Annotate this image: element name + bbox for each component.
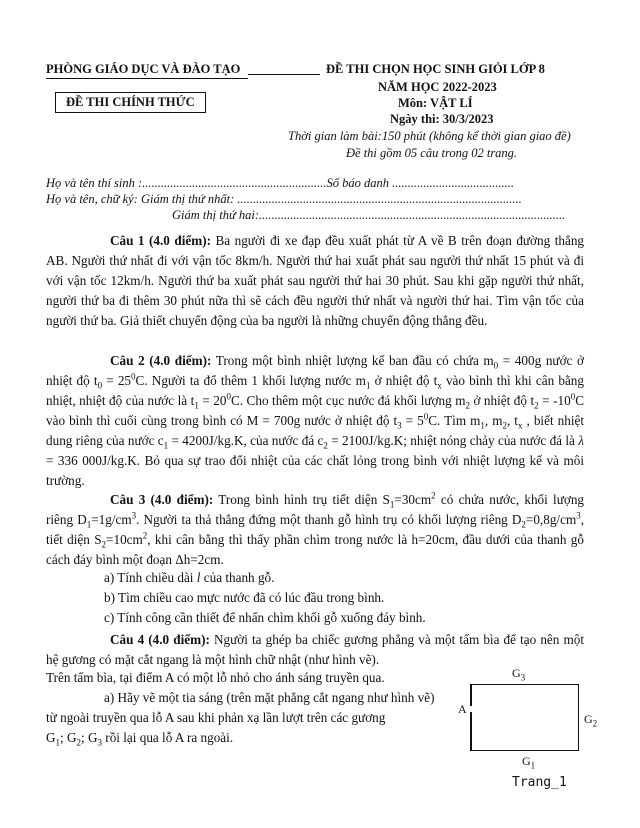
question-4-label: Câu 4 (4.0 điểm): [110, 632, 210, 647]
mirror-g2-label: $G_2$ [584, 712, 598, 729]
subject: Môn: VẬT LÍ [398, 96, 473, 110]
mirror-g1-label: $G_1$ [522, 754, 536, 771]
question-3-part-c: c) Tính công cần thiết để nhấn chìm khối gỗ xuống đáy bình. [104, 610, 426, 625]
question-1-text: Ba người đi xe đạp đều xuất phát từ A về B trên đoạn đường thẳng AB. Người thứ nhất đi với vận tốc 8km/h. Người thứ hai xuất phát sau người thứ nhất 15 phút và đi với vận tốc 12km/h. Người thứ ba xuất phát sau người thứ hai 30 phút. Sau khi gặp người thứ nhất, người thứ ba đi thêm 30 phút nữa thì sẽ cách đều người thứ nhất và người thứ hai. Tìm vận tốc của người thứ ba. Giả thiết chuyển động của ba người là những chuyển động thẳng đều. [46, 233, 585, 328]
question-4-part-a-line-3: $G_1$; $G_2$; $G_3$ rồi lại qua lỗ A ra ngoài. [46, 730, 234, 748]
question-3: Câu 3 (4.0 điểm): Trong bình hình trụ tiết diện $S_1=30cm^2$ có chứa nước, khối lượng riêng $D_1=1g/cm^3$. Người ta thả thẳng đứng một thanh gỗ hình trụ có khối lượng riêng $D_2=0,8g/cm^3$, tiết diện $S_2=10cm^2$, khi cân bằng thì thấy phần chìm trong nước là h=20cm, đầu dưới của thanh gỗ cách đáy bình một đoạn Δh=2cm. [46, 490, 585, 567]
question-3-part-a: a) Tính chiều dài l của thanh gỗ. [104, 570, 275, 585]
delta-symbol: Δ [175, 552, 184, 567]
card-lower-segment [470, 712, 472, 751]
question-3-label: Câu 3 (4.0 điểm): [110, 492, 214, 507]
supervisor-1-line: Họ và tên, chữ ký: Giám thị thứ nhất: ........................................................................................... [46, 192, 522, 206]
candidate-name-line: Họ và tên thí sinh :...........................................................Số báo danh ....................................... [46, 176, 515, 190]
question-3-part-b: b) Tìm chiều cao mực nước đã có lúc đầu trong bình. [104, 590, 385, 605]
page-number: Trang_1 [512, 775, 567, 790]
mirror-g3-label: $G_3$ [512, 666, 526, 683]
school-year: NĂM HỌC 2022-2023 [378, 80, 497, 94]
question-4-part-a-line-1: a) Hãy vẽ một tia sáng (trên mặt phẳng cắt ngang như hình vẽ) [104, 690, 435, 705]
question-4-part-a-line-2: từ ngoài truyền qua lỗ A sau khi phản xạ lần lượt trên các gương [46, 710, 386, 725]
question-4: Câu 4 (4.0 điểm): Người ta ghép ba chiếc gương phẳng và một tấm bìa để tạo nên một hệ gương có mặt cắt ngang là một hình chữ nhật (như hình vẽ). [46, 632, 584, 667]
exam-duration: Thời gian làm bài:150 phút (không kể thời gian giao đề) [288, 129, 571, 143]
exam-date: Ngày thi: 30/3/2023 [390, 112, 494, 126]
header-divider [248, 74, 320, 75]
department-name: PHÒNG GIÁO DỤC VÀ ĐÀO TẠO [46, 62, 241, 76]
department-underline [46, 78, 248, 79]
question-4-line-3: Trên tấm bìa, tại điểm A có một lỗ nhỏ cho ánh sáng truyền qua. [46, 670, 385, 685]
official-exam-label: ĐỀ THI CHÍNH THỨC [55, 92, 206, 113]
card-upper-segment [470, 684, 472, 706]
lambda-symbol: λ [578, 433, 584, 448]
question-1-label: Câu 1 (4.0 điểm): [110, 233, 211, 248]
hole-a-label: A [458, 702, 467, 716]
mirror-system-rectangle [470, 684, 579, 751]
supervisor-2-line: Giám thị thứ hai:.................................................................................................. [172, 208, 566, 222]
question-1 [46, 231, 584, 331]
question-2: Câu 2 (4.0 điểm): Trong một bình nhiệt lượng kế ban đầu có chứa $m_0 = 400g$ nước ở nhiệt độ $t_0 = 25^0C$. Người ta đổ thêm 1 khối lượng nước $m_1$ ở nhiệt độ $t_x$ vào bình thì khi cân bằng nhiệt, nhiệt độ của nước là $t_1 = 20^0C$. Cho thêm một cục nước đá khối lượng $m_2$ ở nhiệt độ $t_2 = -10^0C$ vào bình thì cuối cùng trong bình có M = 700g nước ở nhiệt độ $t_3 = 5^0C$. Tìm $m_1$, $m_2$, $t_x$ , biết nhiệt dung riêng của nước $c_1 = 4200J/kg.K$, của nước đá $c_2 = 2100J/kg.K$; nhiệt nóng chảy của nước đá là λ = 336 000J/kg.K. Bỏ qua sự trao đổi nhiệt của các chất lỏng trong bình với nhiệt lượng kế và môi trường. [46, 353, 585, 488]
exam-title: ĐỀ THI CHỌN HỌC SINH GIỎI LỚP 8 [326, 62, 545, 76]
question-2-label: Câu 2 (4.0 điểm): [110, 353, 212, 368]
pages-note: Đề thi gồm 05 câu trong 02 trang. [346, 146, 518, 160]
